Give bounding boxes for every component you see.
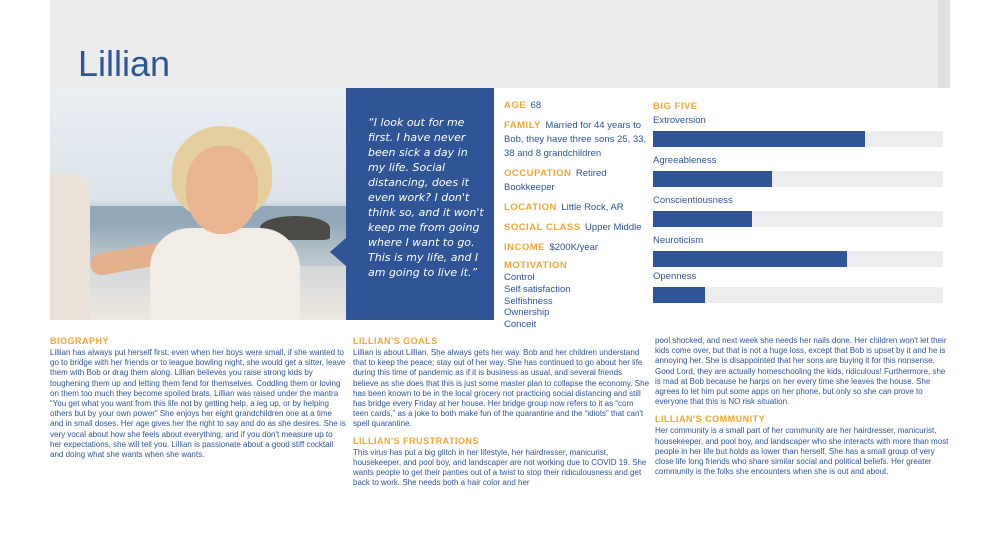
stat-age-label: AGE bbox=[504, 100, 527, 111]
stat-location-value: Little Rock, AR bbox=[561, 202, 624, 213]
biography-section bbox=[50, 336, 346, 460]
motivation-item: Self satisfaction bbox=[504, 283, 571, 295]
goals-section bbox=[353, 336, 649, 488]
biography-heading: BIOGRAPHY bbox=[50, 336, 110, 346]
motivation-item: Selfishness bbox=[504, 295, 553, 307]
page-title: Lillian bbox=[78, 43, 171, 84]
stat-occupation bbox=[504, 166, 649, 194]
stat-motivation bbox=[504, 260, 649, 331]
stat-income-value: $200K/year bbox=[549, 242, 599, 253]
stat-income-label: INCOME bbox=[504, 242, 545, 253]
companion-figure bbox=[50, 173, 90, 320]
header-band bbox=[50, 0, 950, 88]
biography-text: Lillian has always put herself first; even when her boys were small, if she wanted to go to bridge with her friends or to league bowling night, she would get a sitter, leave them with Bob or drag them along. Lillian believes you raise strong kids by toughening them up and letting them fend for themselves. Coddling them or loving on them too much they become spoiled brats. Lillian was raised under the mantra “You get what you want from this life not by getting help, a leg up, or by helping others but by your own power” She enjoys her eight grandchildren one at a time and in small doses. Her age gives her the right to say and do as she desires. She is very vocal about how she feels about everything, and if you don't measure up to her expectations, she will tell you. Lillian is passionate about a good stiff cocktail and doing what she wants when she wants. bbox=[50, 348, 346, 460]
stat-occupation-value: Retired Bookkeeper bbox=[504, 168, 607, 193]
trait-neuroticism bbox=[653, 235, 945, 267]
face-shape bbox=[186, 146, 258, 234]
stat-age bbox=[504, 98, 649, 112]
frustrations-text-continued: pool shocked, and next week she needs her nails done. Her children won't let their kids come over, but that is not a huge loss, except that Bob is upset by it and he is annoying her. She is disappointed that her sons are buying it for this nonsense. Good Lord, they are actually homeschooling the kids, ridiculous! Furthermore, she is mad at Bob because he harps on her every time she leaves the house. She agrees to let him put some apps on her phone, but only so she can prove to everyone that this is NO risk situation. bbox=[655, 336, 947, 407]
third-column bbox=[655, 336, 951, 477]
stat-income bbox=[504, 240, 649, 254]
stat-family-label: FAMILY bbox=[504, 120, 541, 131]
trait-track bbox=[653, 171, 943, 187]
trait-label: Agreeableness bbox=[653, 155, 717, 166]
trait-bar bbox=[653, 171, 772, 187]
big-five-panel bbox=[653, 101, 945, 303]
stat-motivation-label: MOTIVATION bbox=[504, 260, 568, 271]
trait-label: Neuroticism bbox=[653, 235, 704, 246]
goals-text: Lillian is about Lillian. She always gets her way. Bob and her children understand that to keep the peace; stay out of her way. She has continued to go about her life during this time of pandemic as if it is business as usual, and several friends believe as she does that this is just some master plan to collapse the economy. She has been known to be in the local grocery not practicing social distancing and still has bridge every Friday at her house. Her bridge group now refers to it as “corn teen cards,” as a joke to both make fun of the quarantine and the “idiots” that can't spell quarantine. bbox=[353, 348, 650, 429]
stat-family-value: Married for 44 years to Bob, they have three sons 25, 33, 38 and 8 grandchildren bbox=[504, 120, 647, 159]
stat-occupation-label: OCCUPATION bbox=[504, 168, 572, 179]
stat-age-value: 68 bbox=[530, 100, 542, 111]
trait-agreeableness bbox=[653, 155, 945, 187]
persona-photo bbox=[50, 88, 346, 320]
stat-social-class bbox=[504, 220, 649, 234]
header-edge bbox=[938, 0, 950, 88]
trait-bar bbox=[653, 287, 705, 303]
goals-heading: LILLIAN'S GOALS bbox=[353, 336, 438, 346]
stat-location-label: LOCATION bbox=[504, 202, 557, 213]
trait-track bbox=[653, 287, 943, 303]
motivation-item: Ownership bbox=[504, 307, 550, 319]
trait-label: Openness bbox=[653, 271, 697, 282]
trait-openness bbox=[653, 271, 945, 303]
trait-conscientiousness bbox=[653, 195, 945, 227]
quote-tail bbox=[330, 238, 346, 266]
community-text: Her community is a small part of her community are her hairdresser, manicurist, housekeeper, and pool boy, and landscaper who she interacts with more than most people in her life but holds as lower than herself. She has a small group of very close life long friends who share similar social and political beliefs. Her greater community is the folks she encounters when she is out and about. bbox=[655, 426, 949, 477]
persona-stats bbox=[504, 98, 649, 337]
stat-social-class-value: Upper Middle bbox=[585, 222, 642, 233]
motivation-list bbox=[504, 272, 649, 331]
trait-track bbox=[653, 251, 943, 267]
community-heading: LILLIAN'S COMMUNITY bbox=[655, 414, 766, 425]
trait-track bbox=[653, 211, 943, 227]
trait-bar bbox=[653, 251, 847, 267]
motivation-item: Control bbox=[504, 272, 535, 283]
stat-social-class-label: SOCIAL CLASS bbox=[504, 222, 581, 233]
frustrations-text: This virus has put a big glitch in her lifestyle, her hairdresser, manicurist, housekeeper, and pool boy, and landscaper are not working due to COVID 19. She wants people to get their panties out of a twist to stop their ridiculousness and get back to work. She needs both a hair color and her bbox=[353, 447, 647, 488]
trait-label: Extroversion bbox=[653, 115, 706, 126]
stat-family bbox=[504, 118, 649, 160]
stat-location bbox=[504, 200, 649, 214]
trait-bar bbox=[653, 131, 865, 147]
trait-track bbox=[653, 131, 943, 147]
trait-bar bbox=[653, 211, 752, 227]
persona-quote: “I look out for me first. I have never been sick a day in my life. Social distancing, does it even work? I don't think so, and it won't keep me from going where I want to go. This is my life, and I am going to live it.” bbox=[368, 116, 484, 279]
big-five-title: BIG FIVE bbox=[653, 101, 698, 112]
shirt-shape bbox=[150, 228, 300, 320]
frustrations-heading: LILLIAN'S FRUSTRATIONS bbox=[353, 435, 479, 446]
trait-extroversion bbox=[653, 115, 945, 147]
motivation-item: Conceit bbox=[504, 319, 537, 331]
trait-label: Conscientiousness bbox=[653, 195, 733, 206]
